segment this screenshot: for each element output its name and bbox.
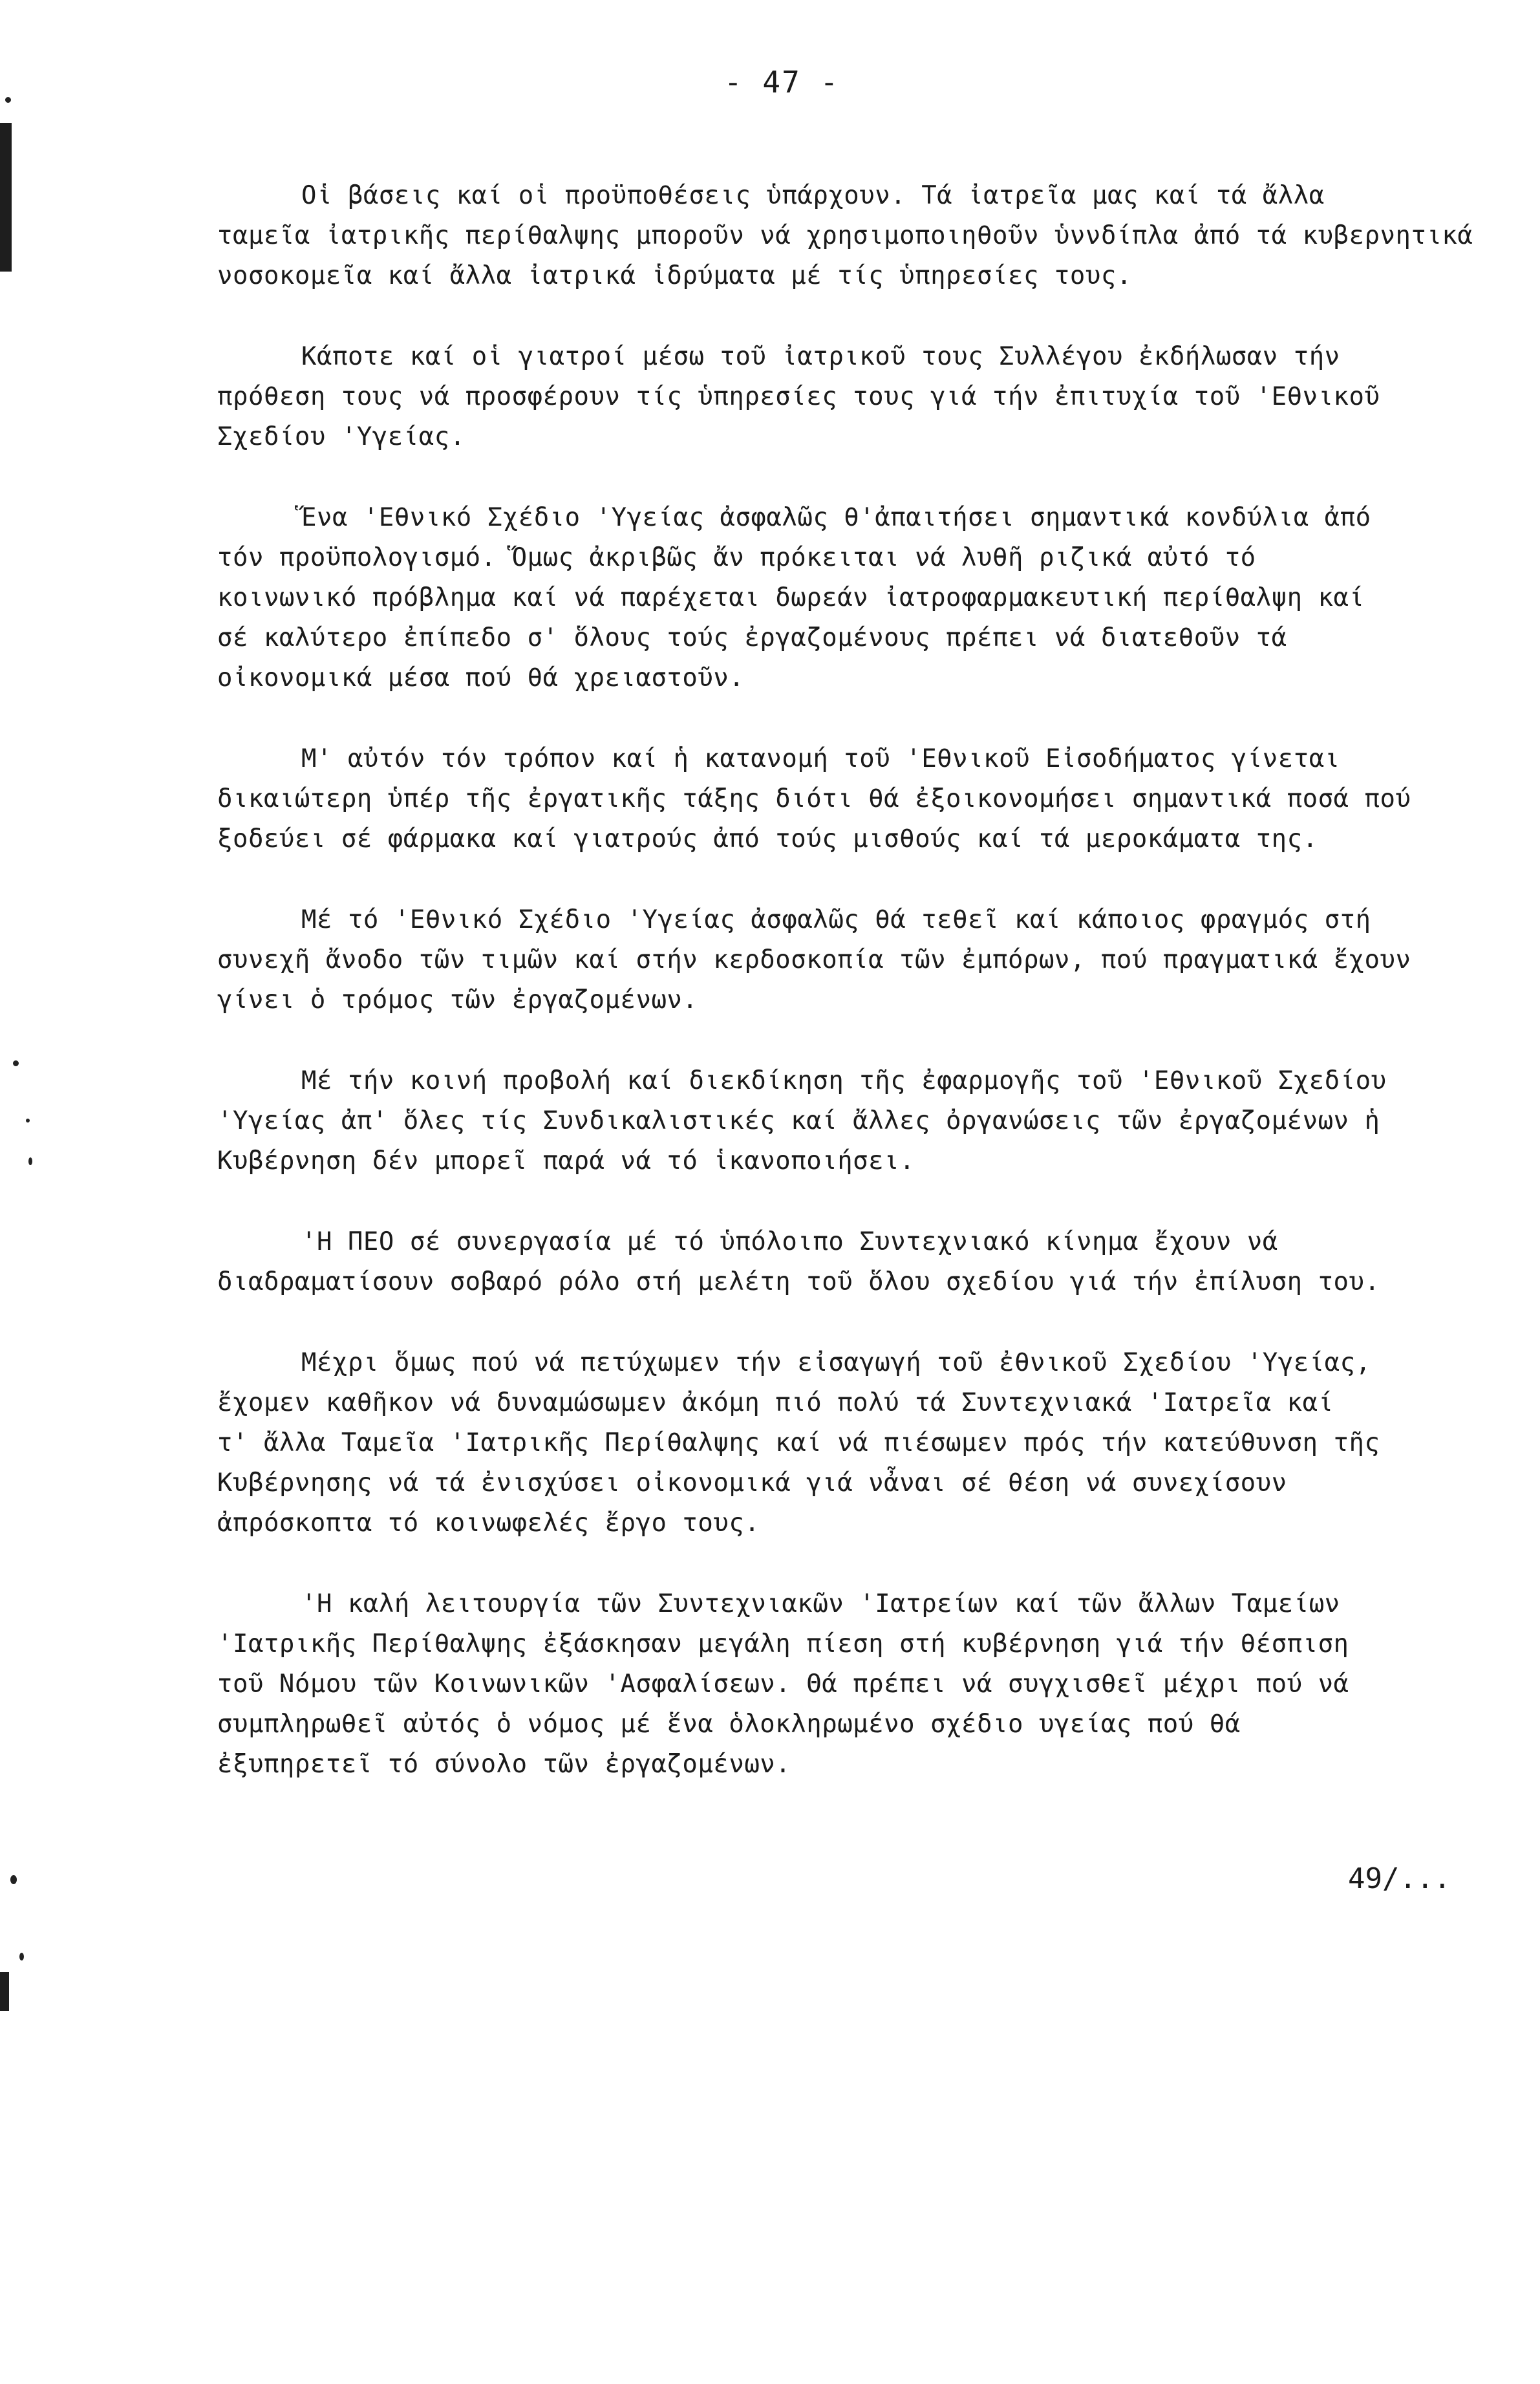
text-line: ἔχομεν καθῆκον νά δυναμώσωμεν ἀκόμη πιό πολύ τά Συντεχνιακά 'Ιατρεῖα καί [217, 1388, 1334, 1417]
scan-margin-marks [0, 0, 78, 2384]
text-line: Μ' αὐτόν τόν τρόπον καί ἡ κατανομή τοῦ 'Εθνικοῦ Εἰσοδήματος γίνεται [301, 744, 1340, 773]
scan-speck [10, 1875, 17, 1884]
text-line: 'Η καλή λειτουργία τῶν Συντεχνιακῶν 'Ιατρείων καί τῶν ἄλλων Ταμείων [301, 1589, 1340, 1618]
scan-edge-mark [0, 123, 12, 272]
text-line: ξοδεύει σέ φάρμακα καί γιατρούς ἀπό τούς μισθούς καί τά μεροκάματα της. [217, 824, 1318, 854]
text-line: νοσοκομεῖα καί ἄλλα ἰατρικά ἱδρύματα μέ τίς ὑπηρεσίες τους. [217, 261, 1132, 290]
scan-speck [28, 1157, 32, 1165]
text-line: Κυβέρνησης νά τά ἐνισχύσει οἰκονομικά γιά νἆναι σέ θέση νά συνεχίσουν [217, 1468, 1287, 1498]
scan-speck [5, 97, 11, 103]
text-line: 'Ιατρικῆς Περίθαλψης ἐξάσκησαν μεγάλη πίεση στή κυβέρνηση γιά τήν θέσπιση [217, 1629, 1349, 1659]
scan-edge-mark [0, 1972, 9, 2011]
text-line: συνεχῆ ἄνοδο τῶν τιμῶν καί στήν κερδοσκοπία τῶν ἐμπόρων, πού πραγματικά ἔχουν [217, 945, 1411, 974]
text-line: Σχεδίου 'Υγείας. [217, 422, 465, 451]
text-line: Μέ τό 'Εθνικό Σχέδιο 'Υγείας ἀσφαλῶς θά τεθεῖ καί κάποιος φραγμός στή [301, 905, 1371, 934]
text-line: τόν προϋπολογισμό. Ὅμως ἀκριβῶς ἄν πρόκειται νά λυθῆ ριζικά αὐτό τό [217, 543, 1256, 572]
paragraph [217, 1343, 1478, 1543]
text-line: 'Υγείας ἀπ' ὅλες τίς Συνδικαλιστικές καί ἄλλες ὀργανώσεις τῶν ἐργαζομένων ἡ [217, 1106, 1380, 1135]
page-number: - 47 - [724, 65, 840, 100]
text-line: Μέχρι ὅμως πού νά πετύχωμεν τήν εἰσαγωγή τοῦ ἐθνικοῦ Σχεδίου 'Υγείας, [301, 1348, 1371, 1377]
scan-speck [19, 1953, 24, 1960]
text-line: σέ καλύτερο ἐπίπεδο σ' ὅλους τούς ἐργαζομένους πρέπει νά διατεθοῦν τά [217, 623, 1287, 652]
text-line: Οἱ βάσεις καί οἱ προϋποθέσεις ὑπάρχουν. Τά ἰατρεῖα μας καί τά ἄλλα [301, 181, 1325, 210]
paragraph [217, 337, 1478, 457]
paragraph [217, 1222, 1478, 1302]
text-line: γίνει ὁ τρόμος τῶν ἐργαζομένων. [217, 985, 698, 1015]
text-line: τοῦ Νόμου τῶν Κοινωνικῶν 'Ασφαλίσεων. Θά πρέπει νά συγχισθεῖ μέχρι πού νά [217, 1670, 1349, 1699]
paragraph [217, 1061, 1478, 1181]
paragraph [217, 498, 1478, 698]
text-line: διαδραματίσουν σοβαρό ρόλο στή μελέτη τοῦ ὅλου σχεδίου γιά τήν ἐπίλυση του. [217, 1267, 1380, 1296]
text-line: Κάποτε καί οἱ γιατροί μέσω τοῦ ἰατρικοῦ τους Συλλέγου ἐκδήλωσαν τήν [301, 342, 1340, 371]
text-line: Μέ τήν κοινή προβολή καί διεκδίκηση τῆς ἐφαρμογῆς τοῦ 'Εθνικοῦ Σχεδίου [301, 1066, 1387, 1095]
text-line: πρόθεση τους νά προσφέρουν τίς ὑπηρεσίες τους γιά τήν ἐπιτυχία τοῦ 'Εθνικοῦ [217, 382, 1380, 411]
text-line: τ' ἄλλα Ταμεῖα 'Ιατρικῆς Περίθαλψης καί νά πιέσωμεν πρός τήν κατεύθυνση τῆς [217, 1428, 1380, 1457]
text-line: ἐξυπηρετεῖ τό σύνολο τῶν ἐργαζομένων. [217, 1750, 791, 1779]
text-line: ταμεῖα ἰατρικῆς περίθαλψης μποροῦν νά χρησιμοποιηθοῦν ὑννδίπλα ἀπό τά κυβερνητικά [217, 221, 1473, 250]
paragraph [217, 1584, 1478, 1785]
text-line: οἰκονομικά μέσα πού θά χρειαστοῦν. [217, 663, 745, 693]
text-line: Κυβέρνηση δέν μπορεῖ παρά νά τό ἱκανοποιήσει. [217, 1146, 915, 1176]
text-line: συμπληρωθεῖ αὐτός ὁ νόμος μέ ἕνα ὁλοκληρωμένο σχέδιο υγείας πού θά [217, 1710, 1241, 1739]
scan-speck [13, 1060, 19, 1066]
paragraph [217, 739, 1478, 859]
text-line: κοινωνικό πρόβλημα καί νά παρέχεται δωρεάν ἰατροφαρμακευτική περίθαλψη καί [217, 583, 1365, 612]
paragraph [217, 900, 1478, 1020]
text-line: δικαιώτερη ὑπέρ τῆς ἐργατικῆς τάξης διότι θά ἐξοικονομήσει σημαντικά ποσά πού [217, 784, 1411, 813]
continuation-marker: 49/... [1348, 1862, 1451, 1895]
paragraph [217, 176, 1478, 296]
text-line: ἀπρόσκοπτα τό κοινωφελές ἔργο τους. [217, 1509, 760, 1538]
text-line: 'Η ΠΕΟ σέ συνεργασία μέ τό ὑπόλοιπο Συντεχνιακό κίνημα ἔχουν νά [301, 1227, 1278, 1256]
text-line: Ἕνα 'Εθνικό Σχέδιο 'Υγείας ἀσφαλῶς θ'ἀπαιτήσει σημαντικά κονδύλια ἀπό [301, 503, 1371, 532]
document-body [217, 176, 1478, 1825]
scan-speck [26, 1119, 30, 1122]
